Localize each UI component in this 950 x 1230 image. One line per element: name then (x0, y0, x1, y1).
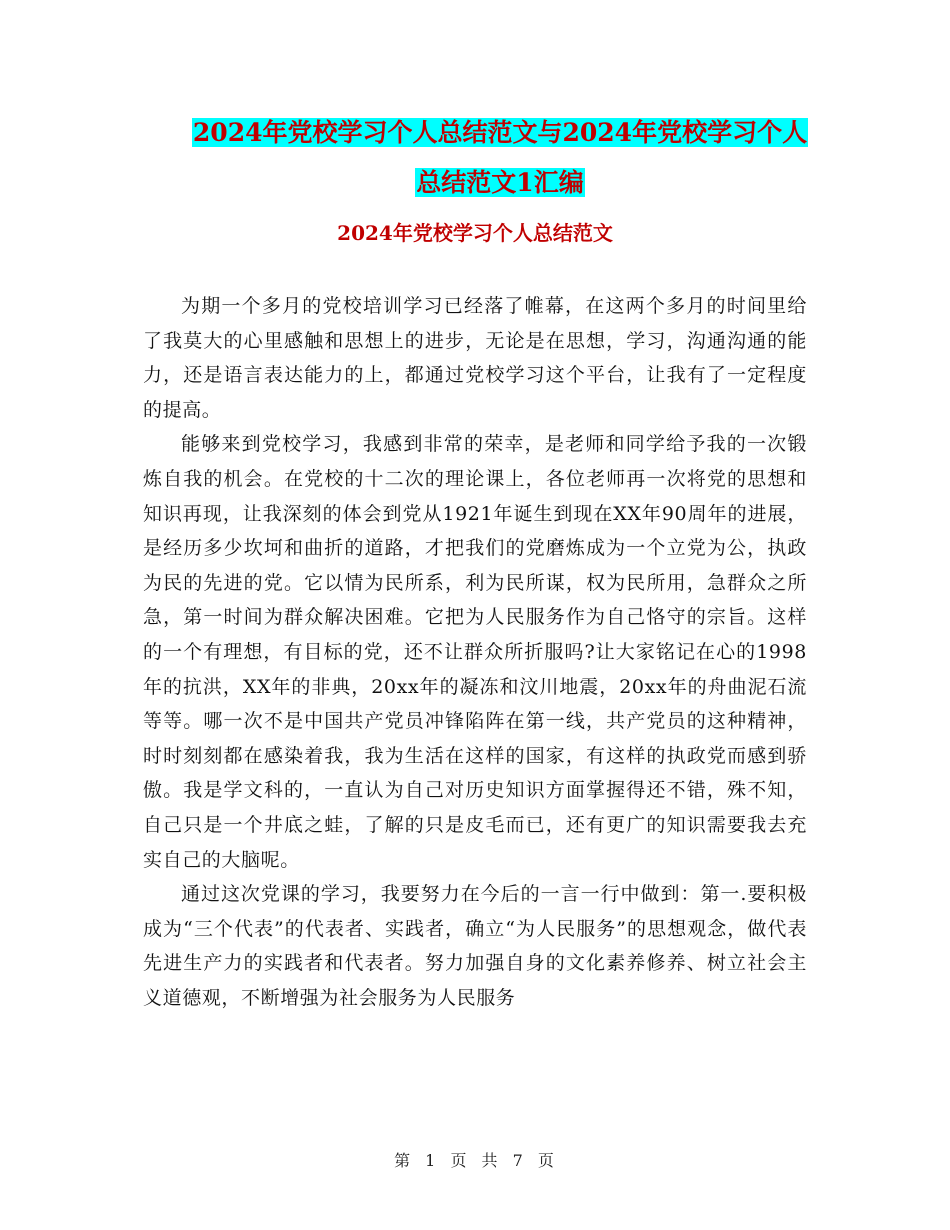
page-number-footer: 第 1 页 共 7 页 (394, 1151, 556, 1170)
paragraph: 能够来到党校学习，我感到非常的荣幸，是老师和同学给予我的一次锻炼自我的机会。在党校的十二次的理论课上，各位老师再一次将党的思想和知识再现，让我深刻的体会到党从1921年诞生到现在XX年90周年的进展，是经历多少坎坷和曲折的道路，才把我们的党磨炼成为一个立党为公，执政为民的先进的党。它以情为民所系，利为民所谋，权为民所用，急群众之所急，第一时间为群众解决困难。它把为人民服务作为自己恪守的宗旨。这样的一个有理想，有目标的党，还不让群众所折服吗?让大家铭记在心的1998年的抗洪，XX年的非典，20xx年的凝冻和汶川地震，20xx年的舟曲泥石流等等。哪一次不是中国共产党员冲锋陷阵在第一线，共产党员的这种精神，时时刻刻都在感染着我，我为生活在这样的国家，有这样的执政党而感到骄傲。我是学文科的，一直认为自己对历史知识方面掌握得还不错，殊不知，自己只是一个井底之蛙，了解的只是皮毛而已，还有更广的知识需要我去充实自己的大脑呢。 (143, 433, 807, 871)
paragraph: 为期一个多月的党校培训学习已经落了帷幕，在这两个多月的时间里给了我莫大的心里感触和思想上的进步，无论是在思想，学习，沟通沟通的能力，还是语言表达能力的上，都通过党校学习这个平台，让我有了一定程度的提高。 (143, 295, 807, 421)
section-title: 2024年党校学习个人总结范文 (337, 221, 613, 245)
document-body (143, 289, 807, 1015)
document-title-line-1: 2024年党校学习个人总结范文与2024年党校学习个人 (192, 118, 808, 147)
document-title-line-2: 总结范文1汇编 (416, 168, 584, 197)
document-title (185, 108, 815, 208)
paragraph: 通过这次党课的学习，我要努力在今后的一言一行中做到：第一.要积极成为“三个代表”的代表者、实践者，确立“为人民服务”的思想观念，做代表先进生产力的实践者和代表者。努力加强自身的文化素养修养、树立社会主义道德观，不断增强为社会服务为人民服务 (143, 883, 807, 1009)
